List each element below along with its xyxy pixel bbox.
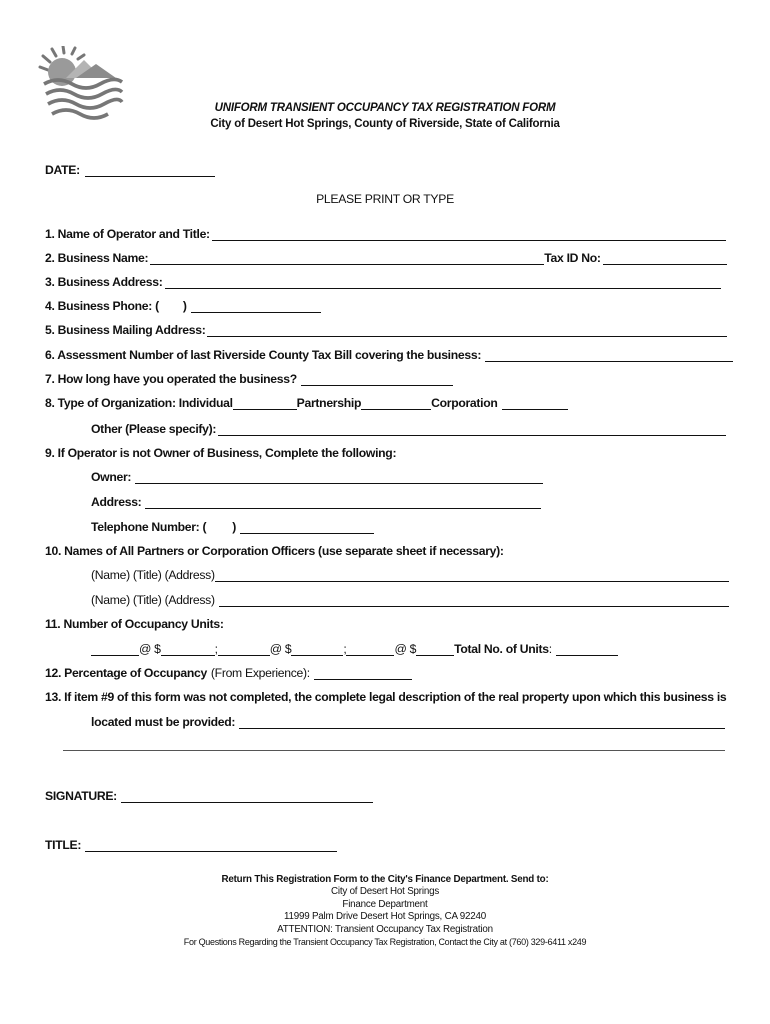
corporation-field[interactable] [502, 397, 568, 410]
partnership-field[interactable] [361, 397, 431, 410]
date-label: DATE: [45, 163, 80, 177]
field-row-9-phone [91, 518, 374, 534]
owner-area-code-field[interactable] [208, 522, 232, 534]
operator-field[interactable] [212, 228, 726, 241]
legal-description-field[interactable] [239, 716, 725, 729]
field-row-13-cont [91, 713, 725, 729]
units-rate-3[interactable] [416, 643, 454, 656]
field-row-8 [45, 394, 568, 410]
partnership-label: Partnership [296, 396, 362, 410]
area-code-field[interactable] [161, 301, 183, 313]
at-label-1: @ $ [139, 642, 161, 656]
operated-label: 7. How long have you operated the business? [45, 372, 297, 386]
units-rate-1[interactable] [161, 643, 215, 656]
semicolon-1: ; [214, 642, 218, 656]
form-subtitle: City of Desert Hot Springs, County of Riverside, State of California [210, 118, 560, 130]
footer-return-instruction: Return This Registration Form to the City's Finance Department. Send to: [221, 874, 549, 885]
units-count-1[interactable] [91, 643, 139, 656]
field-row-8-other [91, 420, 726, 436]
field-row-9 [45, 444, 396, 460]
at-label-3: @ $ [394, 642, 417, 656]
partner-line2-label: (Name) (Title) (Address) [91, 593, 215, 607]
mailing-address-label: 5. Business Mailing Address: [45, 323, 206, 337]
partners-label: 10. Names of All Partners or Corporation Officers (use separate sheet if necessary): [45, 544, 504, 558]
mailing-address-field[interactable] [207, 324, 727, 337]
occupancy-pct-note: (From Experience): [210, 666, 310, 680]
date-row [45, 161, 215, 177]
footer-department: Finance Department [342, 898, 428, 910]
paren-close: ) [232, 520, 237, 534]
owner-phone-field[interactable] [240, 521, 374, 534]
corporation-label: Corporation [431, 396, 498, 410]
title-field[interactable] [85, 839, 337, 852]
tax-id-label: Tax ID No: [544, 251, 601, 265]
owner-field[interactable] [135, 471, 543, 484]
field-row-9-address [91, 493, 541, 509]
units-count-3[interactable] [346, 643, 394, 656]
at-label-2: @ $ [269, 642, 292, 656]
field-row-5 [45, 321, 727, 337]
field-row-1 [45, 225, 726, 241]
paren-close: ) [182, 299, 187, 313]
business-phone-field[interactable] [191, 300, 321, 313]
assessment-field[interactable] [485, 349, 733, 362]
occupancy-pct-label: 12. Percentage of Occupancy [45, 666, 207, 680]
total-units-colon: : [548, 642, 552, 656]
field-row-2 [45, 249, 727, 265]
date-field[interactable] [85, 164, 215, 177]
business-name-label: 2. Business Name: [45, 251, 149, 265]
partner-line2-field[interactable] [219, 594, 729, 607]
footer-attention: ATTENTION: Transient Occupancy Tax Registration [277, 923, 493, 935]
other-field[interactable] [218, 423, 726, 436]
footer-address: 11999 Palm Drive Desert Hot Springs, CA 92240 [283, 911, 487, 923]
field-row-10-line1 [91, 566, 729, 582]
city-logo [36, 46, 124, 132]
business-address-field[interactable] [165, 276, 721, 289]
assessment-label: 6. Assessment Number of last Riverside County Tax Bill covering the business: [45, 348, 482, 362]
operated-field[interactable] [301, 373, 453, 386]
legal-description-extra-line[interactable] [63, 750, 725, 751]
field-row-3 [45, 273, 721, 289]
field-row-10 [45, 542, 504, 558]
field-row-10-line2 [91, 591, 729, 607]
units-rate-2[interactable] [291, 643, 343, 656]
business-phone-label: 4. Business Phone: ( [45, 299, 159, 313]
owner-label: Owner: [91, 470, 132, 484]
footer-city: City of Desert Hot Springs [330, 886, 440, 898]
footer [0, 874, 770, 948]
footer-contact: For Questions Regarding the Transient Occupancy Tax Registration, Contact the City at (760) 329-6411 x249 [183, 937, 587, 948]
field-row-7 [45, 370, 453, 386]
owner-phone-label: Telephone Number: ( [91, 520, 207, 534]
field-row-11 [45, 615, 224, 631]
total-units-label: Total No. of Units [454, 642, 549, 656]
owner-address-field[interactable] [145, 496, 541, 509]
units-label: 11. Number of Occupancy Units: [45, 617, 224, 631]
signature-label: SIGNATURE: [45, 789, 117, 803]
form-title: UNIFORM TRANSIENT OCCUPANCY TAX REGISTRATION FORM [214, 102, 556, 114]
legal-description-label: 13. If item #9 of this form was not completed, the complete legal description of the real property upon which this business is [45, 690, 727, 704]
individual-field[interactable] [233, 397, 297, 410]
tax-id-field[interactable] [603, 252, 727, 265]
field-row-13 [45, 688, 726, 704]
field-row-12 [45, 664, 412, 680]
org-type-label: 8. Type of Organization: Individual [45, 396, 233, 410]
business-name-field[interactable] [150, 252, 544, 265]
legal-description-cont-label: located must be provided: [91, 715, 236, 729]
business-address-label: 3. Business Address: [45, 275, 163, 289]
field-row-9-owner [91, 468, 543, 484]
units-count-2[interactable] [218, 643, 270, 656]
print-instruction: PLEASE PRINT OR TYPE [316, 192, 454, 206]
field-row-4 [45, 297, 321, 313]
other-label: Other (Please specify): [91, 422, 217, 436]
total-units-field[interactable] [556, 643, 618, 656]
title-row [45, 836, 337, 852]
signature-row [45, 787, 373, 803]
owner-section-label: 9. If Operator is not Owner of Business, Complete the following: [45, 446, 397, 460]
occupancy-pct-field[interactable] [314, 667, 412, 680]
field-row-6 [45, 346, 733, 362]
semicolon-2: ; [343, 642, 347, 656]
partner-line1-field[interactable] [215, 569, 729, 582]
partner-line1-label: (Name) (Title) (Address) [91, 568, 215, 582]
signature-field[interactable] [121, 790, 373, 803]
title-label: TITLE: [45, 838, 82, 852]
field-row-11-units [91, 640, 618, 656]
operator-label: 1. Name of Operator and Title: [45, 227, 210, 241]
owner-address-label: Address: [91, 495, 142, 509]
